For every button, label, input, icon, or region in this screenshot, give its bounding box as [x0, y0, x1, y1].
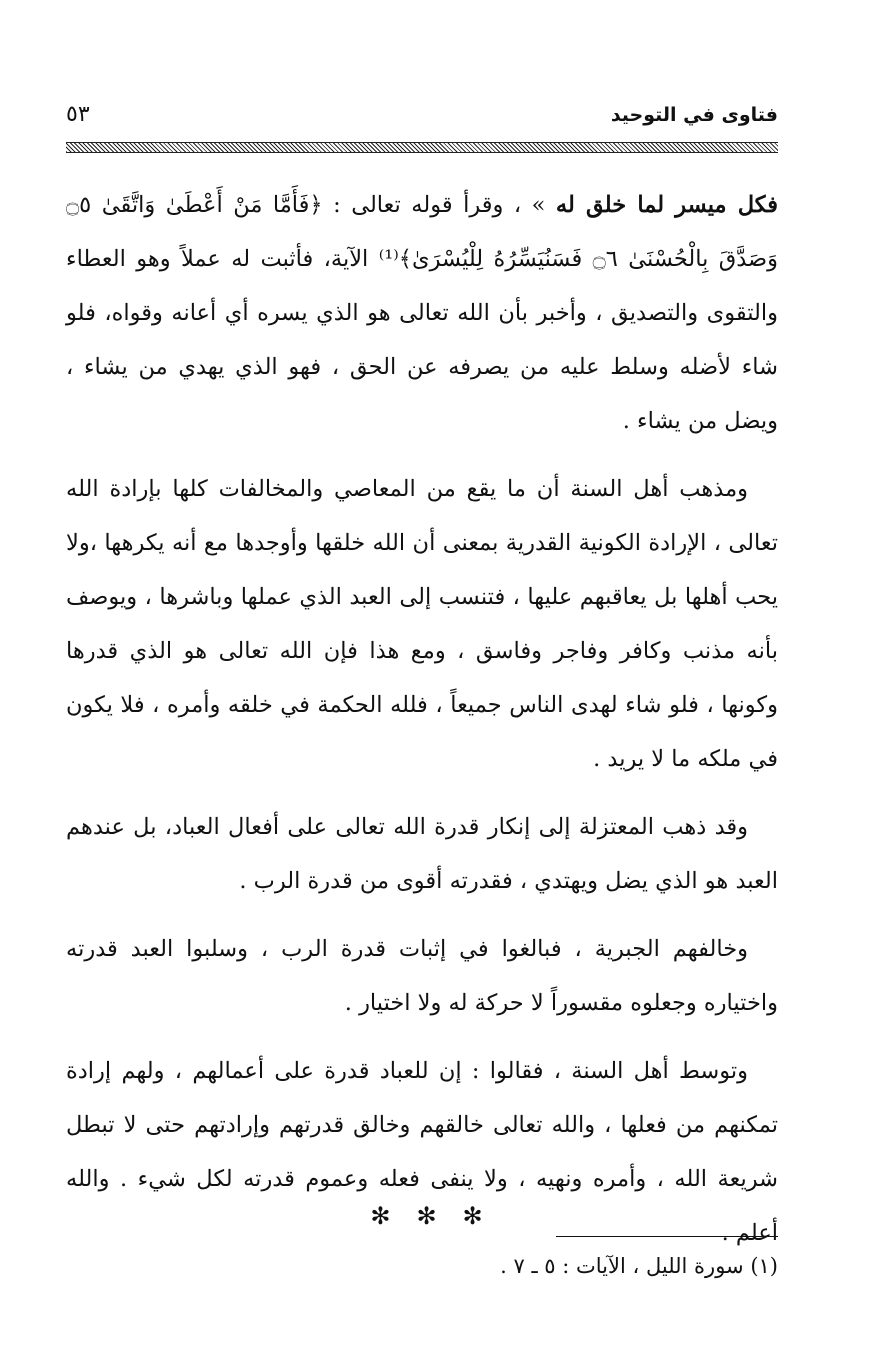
paragraph-5: وتوسط أهل السنة ، فقالوا : إن للعباد قدرة على أعمالهم ، ولهم إرادة تمكنهم من فعلها ، والله تعالى خالقهم وخالق قدرتهم وإرادتهم حتى لا تبطل شريعة الله ، وأمره ونهيه ، ولا ينفى فعله وعموم قدرته لكل شيء . والله أعلم . [66, 1058, 778, 1246]
paragraph-1-text: » ، وقرأ قوله تعالى : ﴿فَأَمَّا مَنْ أَعْطَىٰ وَاتَّقَىٰ ۝٥ وَصَدَّقَ بِالْحُسْنَىٰ ۝٦ فَسَنُيَسِّرُهُ لِلْيُسْرَىٰ﴾⁽¹⁾ الآية، فأثبت له عملاً وهو العطاء والتقوى والتصديق ، وأخبر بأن الله تعالى هو الذي يسره أي أعانه وقواه، فلو شاء لأضله وسلط عليه من يصرفه عن الحق ، فهو الذي يهدي من يشاء ، ويضل من يشاء . [66, 192, 779, 434]
section-divider: ✻✻✻ [370, 1202, 509, 1230]
paragraph-3: وقد ذهب المعتزلة إلى إنكار قدرة الله تعالى على أفعال العباد، بل عندهم العبد هو الذي يضل ويهتدي ، فقدرته أقوى من قدرة الرب . [66, 814, 778, 894]
page-header [66, 100, 778, 140]
header-rule [66, 142, 778, 153]
footnote-rule [556, 1236, 778, 1237]
body-text [66, 178, 778, 1274]
footnote: (١) سورة الليل ، الآيات : ٥ ـ ٧ . [500, 1254, 778, 1278]
book-title: فتاوى في التوحيد [610, 104, 778, 126]
bold-lead-phrase: فكل ميسر لما خلق له [555, 192, 778, 218]
paragraph-2: ومذهب أهل السنة أن ما يقع من المعاصي والمخالفات كلها بإرادة الله تعالى ، الإرادة الكونية القدرية بمعنى أن الله خلقها وأوجدها مع أنه يكرهها ،ولا يحب أهلها بل يعاقبهم عليها ، فتنسب إلى العبد الذي عملها وباشرها ، ويوصف بأنه مذنب وكافر وفاجر وفاسق ، ومع هذا فإن الله تعالى هو الذي قدرها وكونها ، فلو شاء لهدى الناس جميعاً ، فلله الحكمة في خلقه وأمره ، فلا يكون في ملكه ما لا يريد . [66, 476, 778, 772]
page-number: ٥٣ [66, 102, 90, 127]
paragraph-1 [66, 178, 778, 448]
paragraph-4: وخالفهم الجبرية ، فبالغوا في إثبات قدرة الرب ، وسلبوا العبد قدرته واختياره وجعلوه مقسوراً لا حركة له ولا اختيار . [66, 936, 778, 1016]
